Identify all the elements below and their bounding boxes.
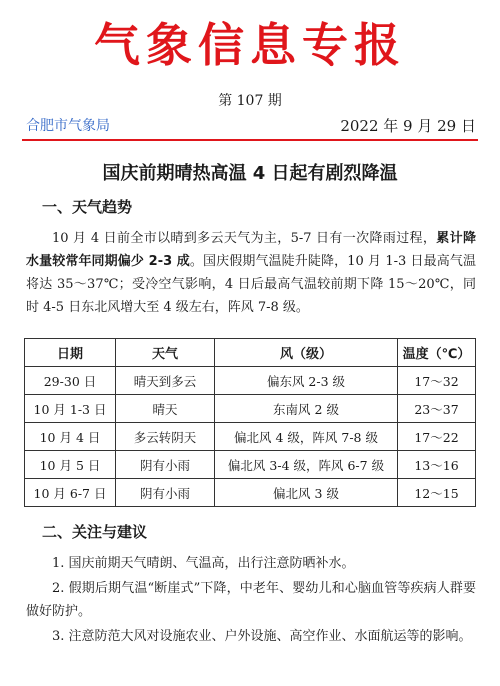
forecast-table [24,338,476,507]
cell-temperature: 17～32 [398,367,476,395]
table-header-row [25,339,476,367]
cell-weather: 阴有小雨 [116,451,215,479]
cell-wind: 偏北风 4 级，阵风 7-8 级 [215,423,398,451]
cell-wind: 偏东风 2-3 级 [215,367,398,395]
cell-wind: 偏北风 3 级 [215,479,398,507]
header-wind: 风（级） [215,339,398,367]
report-headline: 国庆前期晴热高温 4 日起有剧烈降温 [102,163,398,184]
cell-temperature: 17～22 [398,423,476,451]
section-title-advice: 二、关注与建议 [42,523,148,541]
trend-text-a: 10 月 4 日前全市以晴到多云天气为主，5-7 日有一次降雨过程， [52,231,437,246]
table-row [25,423,476,451]
table-row [25,395,476,423]
table-row [25,451,476,479]
table-row [25,479,476,507]
trend-text-b: 。国庆假期气温陡升陡降，10 月 1-3 日最高气温将达 35～37℃；受冷空气影响，4 日后最高气温较前期下降 15～20℃，同时 4-5 日东北风增大至 4 级左右，阵风 7-8 级。 [26,254,477,315]
section-title-trend: 一、天气趋势 [42,198,133,216]
advice-item: 1. 国庆前期天气晴朗、气温高，出行注意防晒补水。 [52,556,355,571]
issuing-bureau: 合肥市气象局 [26,118,110,134]
header-temperature: 温度（℃） [398,339,476,367]
trend-text-bold: 累计降水量较常年同期偏少 2-3 成 [26,231,476,269]
header-weather: 天气 [116,339,215,367]
cell-date: 29-30 日 [25,367,116,395]
cell-date: 10 月 6-7 日 [25,479,116,507]
cell-date: 10 月 4 日 [25,423,116,451]
cell-temperature: 13～16 [398,451,476,479]
cell-date: 10 月 1-3 日 [25,395,116,423]
advice-item: 3. 注意防范大风对设施农业、户外设施、高空作业、水面航运等的影响。 [52,629,472,644]
header-date: 日期 [25,339,116,367]
cell-temperature: 12～15 [398,479,476,507]
issue-date: 2022 年 9 月 29 日 [340,117,476,135]
masthead-title: 气象信息专报 [94,18,406,72]
cell-temperature: 23～37 [398,395,476,423]
trend-paragraph [26,227,476,319]
cell-weather: 晴天 [116,395,215,423]
cell-weather: 多云转阴天 [116,423,215,451]
cell-wind: 偏北风 3-4 级，阵风 6-7 级 [215,451,398,479]
header-divider [22,139,478,141]
advice-item: 2. 假期后期气温“断崖式”下降，中老年、婴幼儿和心脑血管等疾病人群要做好防护。 [26,581,476,619]
issue-number: 第 107 期 [218,93,282,109]
cell-date: 10 月 5 日 [25,451,116,479]
cell-weather: 晴天到多云 [116,367,215,395]
cell-wind: 东南风 2 级 [215,395,398,423]
cell-weather: 阴有小雨 [116,479,215,507]
table-row [25,367,476,395]
byline-row [26,115,476,135]
